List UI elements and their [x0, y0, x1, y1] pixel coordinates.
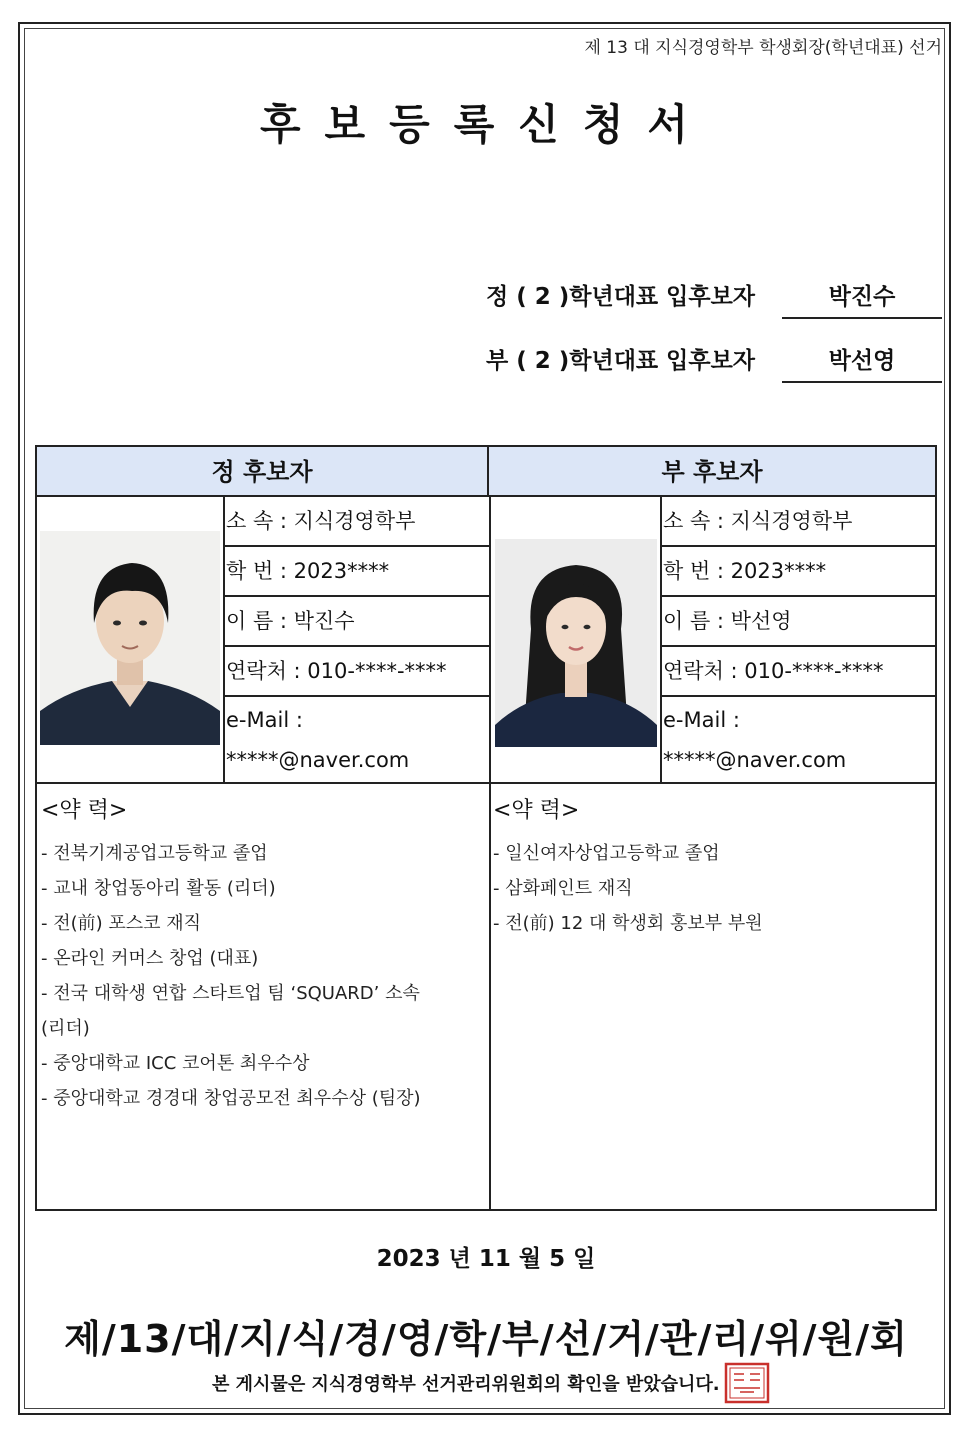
candidate-role: 부 ( 2 )학년대표 입후보자 [486, 348, 756, 374]
main-candidate-photo [40, 531, 220, 745]
candidate-role: 정 ( 2 )학년대표 입후보자 [486, 284, 756, 310]
approval-note: 본 게시물은 지식경영학부 선거관리위원회의 확인을 받았습니다. [212, 1374, 720, 1395]
column-divider [489, 497, 491, 1209]
student-id-field: 학 번 : 2023**** [660, 547, 935, 597]
student-id-field: 학 번 : 2023**** [223, 547, 489, 597]
email-value: *****@naver.com [663, 747, 847, 772]
vice-candidate-career [493, 793, 913, 941]
page-title: 후보등록신청서 [259, 100, 712, 149]
candidate-table [35, 445, 937, 1211]
email-field [660, 697, 935, 782]
career-title: <약 력> [41, 798, 128, 823]
name-field: 이 름 : 박선영 [660, 597, 935, 647]
email-value: *****@naver.com [226, 747, 410, 772]
main-candidate-line [486, 278, 896, 311]
career-item: - 전국 대학생 연합 스타트업 팀 ‘SQUARD’ 소속 [41, 983, 420, 1004]
committee-name: 제/13/대/지/식/경/영/학/부/선/거/관/리/위/원/회 [64, 1317, 908, 1361]
vice-candidate-line [486, 342, 896, 375]
vice-candidate-header: 부 후보자 [489, 447, 935, 497]
vice-candidate-photo [495, 539, 657, 747]
email-label: e-Mail : [663, 708, 740, 732]
career-item: - 온라인 커머스 창업 (대표) [41, 948, 259, 969]
email-label: e-Mail : [226, 708, 303, 732]
career-list [41, 836, 461, 1116]
career-item: - 전북기계공업고등학교 졸업 [41, 843, 268, 864]
candidate-name: 박선영 [782, 342, 942, 383]
dept-field: 소 속 : 지식경영학부 [223, 497, 489, 547]
career-list [493, 836, 913, 941]
contact-field: 연락처 : 010-****-**** [223, 647, 489, 697]
candidate-name: 박진수 [782, 278, 942, 319]
career-item: - 일신여자상업고등학교 졸업 [493, 843, 720, 864]
main-candidate-info [223, 497, 489, 782]
document-date: 2023 년 11 월 5 일 [376, 1246, 596, 1272]
career-item: - 전(前) 12 대 학생회 홍보부 부원 [493, 913, 763, 934]
committee-seal-stamp [724, 1362, 770, 1404]
main-candidate-career [41, 793, 461, 1116]
career-item: - 중앙대학교 ICC 코어톤 최우수상 [41, 1053, 310, 1074]
career-title: <약 력> [493, 798, 580, 823]
career-item: - 전(前) 포스코 재직 [41, 913, 202, 934]
election-note: 제 13 대 지식경영학부 학생회장(학년대표) 선거 [584, 38, 942, 58]
contact-field: 연락처 : 010-****-**** [660, 647, 935, 697]
career-item: - 삼화페인트 재직 [493, 878, 633, 899]
section-divider [37, 782, 935, 784]
main-candidate-header: 정 후보자 [37, 447, 489, 497]
email-field [223, 697, 489, 782]
career-item: (리더) [41, 1018, 90, 1039]
name-field: 이 름 : 박진수 [223, 597, 489, 647]
career-item: - 교내 창업동아리 활동 (리더) [41, 878, 276, 899]
vice-candidate-info [660, 497, 935, 782]
career-item: - 중앙대학교 경경대 창업공모전 최우수상 (팀장) [41, 1088, 421, 1109]
dept-field: 소 속 : 지식경영학부 [660, 497, 935, 547]
